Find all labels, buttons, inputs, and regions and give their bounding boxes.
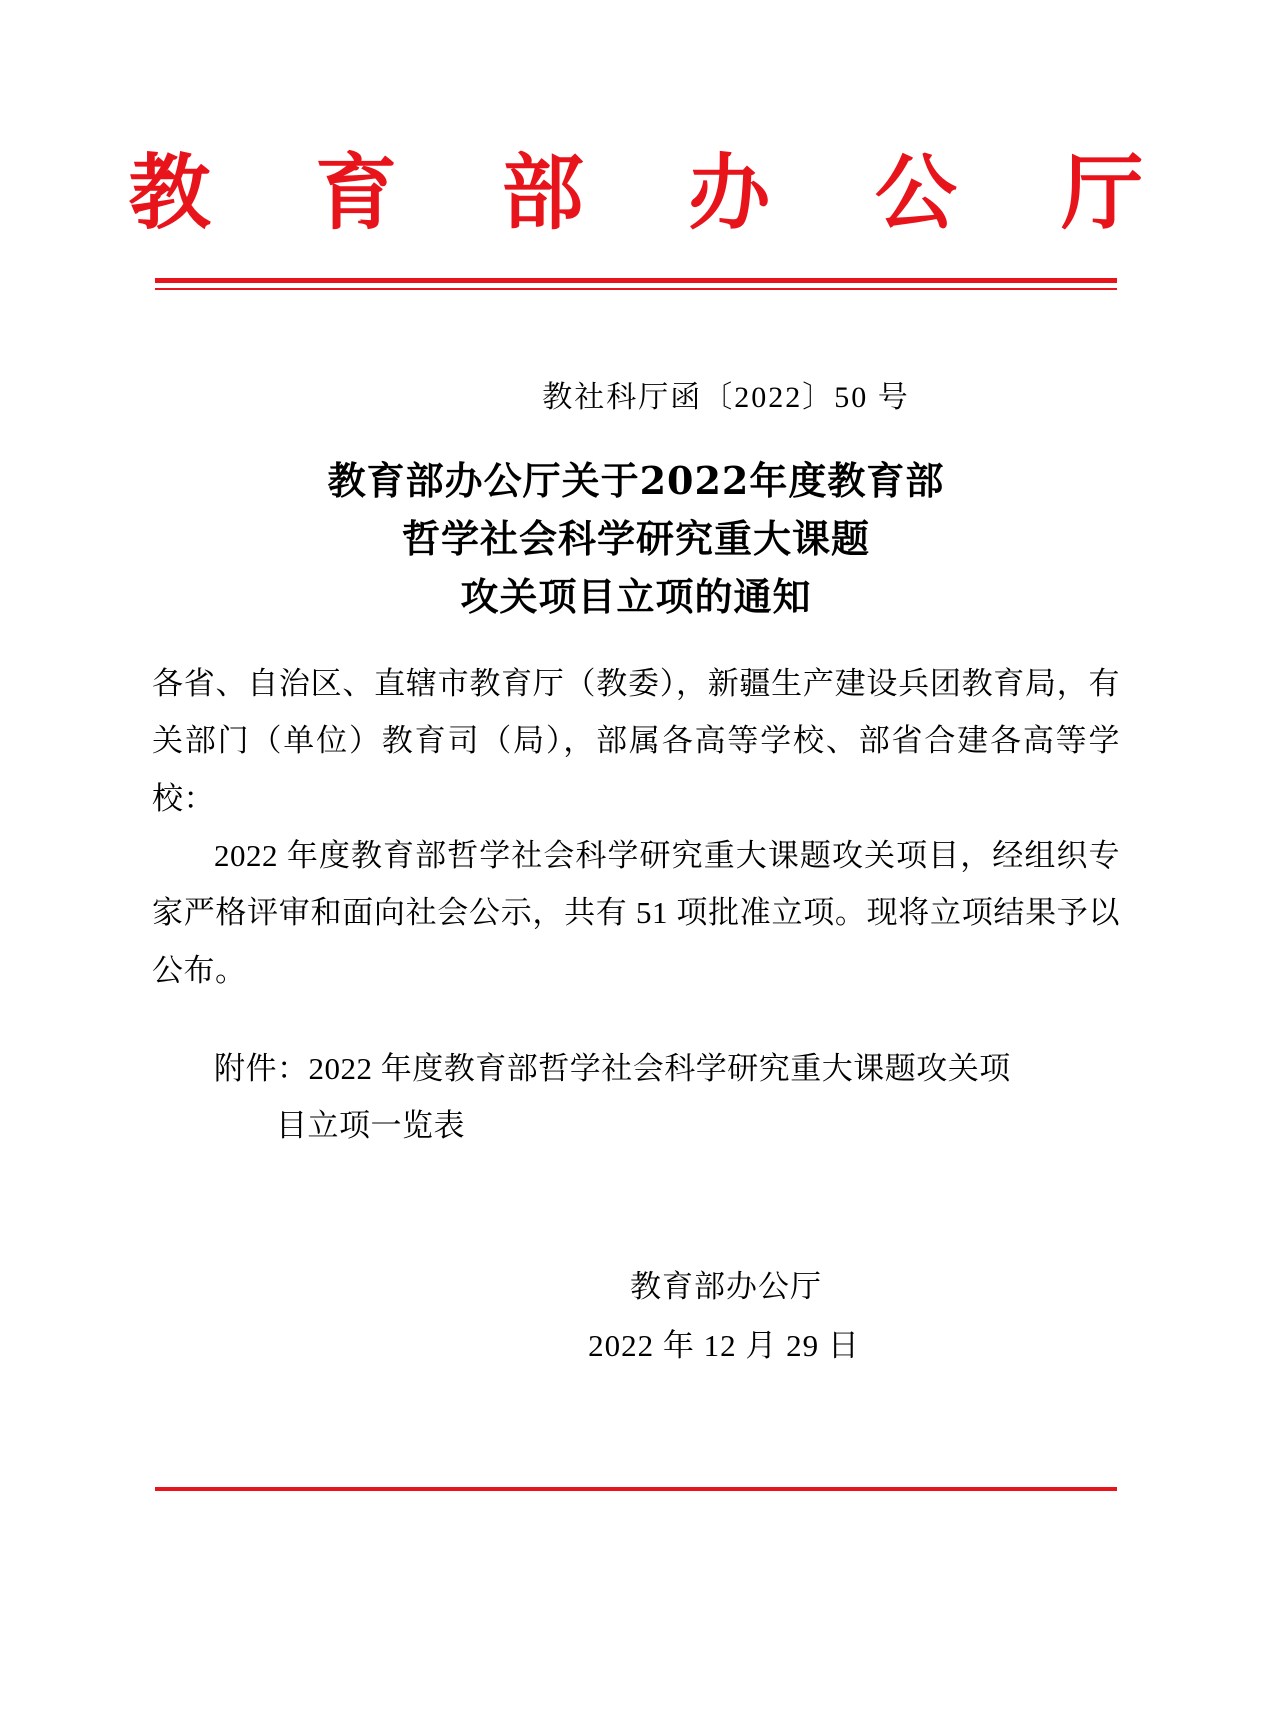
signature-block [0,1258,1272,1376]
document-number: 教社科厅函〔2022〕50 号 [542,381,910,414]
signature-organization: 教育部办公厅 [630,1269,822,1304]
document-title-line-1: 教育部办公厅关于2022年度教育部 [327,458,945,503]
document-title [0,452,1272,625]
document-title-line-3: 攻关项目立项的通知 [460,573,812,619]
footer-divider-line [155,1487,1117,1491]
document-body [152,655,1120,999]
masthead-divider [155,278,1117,290]
salutation-paragraph: 各省、自治区、直辖市教育厅（教委），新疆生产建设兵团教育局，有关部门（单位）教育司（局），部属各高等学校、部省合建各高等学校： [152,666,1120,816]
attachment-line-1: 附件：2022 年度教育部哲学社会科学研究重大课题攻关项 [214,1051,1011,1086]
masthead-divider-thick-line [155,278,1117,283]
masthead [0,145,1272,241]
masthead-divider-thin-line [155,288,1117,290]
signature-date: 2022 年 12 月 29 日 [588,1327,860,1363]
document-title-line-2: 哲学社会科学研究重大课题 [401,515,870,561]
body-paragraph-1: 2022 年度教育部哲学社会科学研究重大课题攻关项目，经组织专家严格评审和面向社会公示，共有 51 项批准立项。现将立项结果予以公布。 [152,838,1120,988]
attachment-section [152,1040,1120,1155]
attachment-line-2: 目立项一览表 [276,1108,465,1144]
issuing-authority-masthead: 教 育 部 办 公 厅 [128,145,1182,241]
